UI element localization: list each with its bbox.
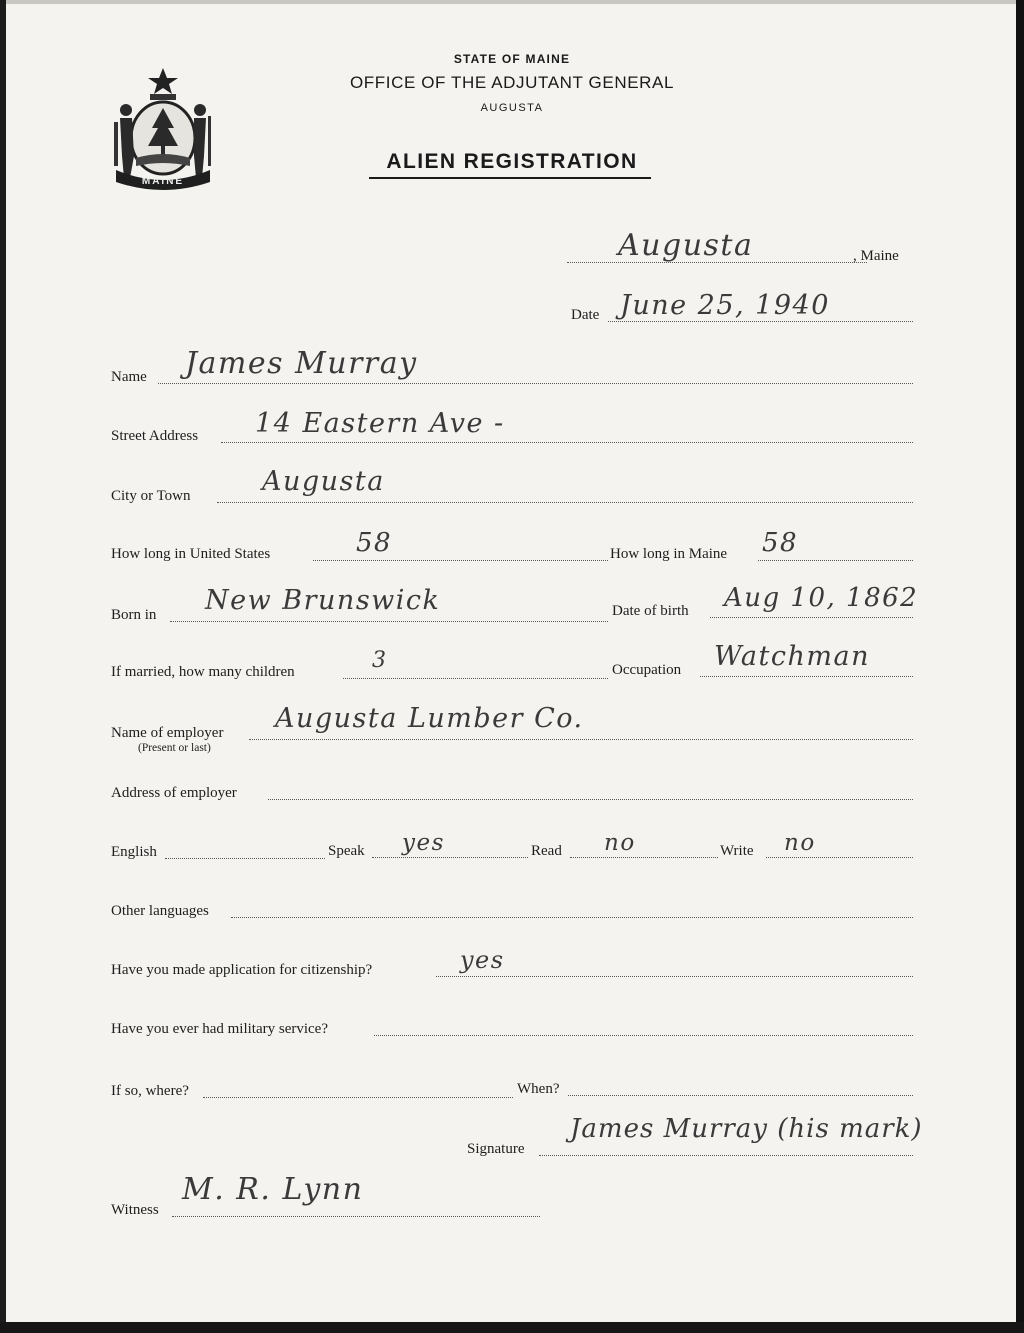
when-line xyxy=(568,1095,913,1096)
read-line xyxy=(570,857,718,858)
witness-line xyxy=(172,1216,540,1217)
state-seal-icon xyxy=(110,66,216,192)
city-heading: AUGUSTA xyxy=(480,102,544,114)
scan-border-left xyxy=(0,0,6,1333)
employer-address-label: Address of employer xyxy=(111,785,237,801)
form-title: ALIEN REGISTRATION xyxy=(386,150,638,173)
citizenship-label: Have you made application for citizenship? xyxy=(111,962,373,978)
witness-label: Witness xyxy=(111,1202,159,1218)
citizenship-line xyxy=(436,976,913,977)
occupation-label: Occupation xyxy=(612,662,682,678)
signature-label: Signature xyxy=(467,1141,525,1157)
street-value[interactable]: 14 Eastern Ave - xyxy=(255,408,505,439)
occupation-line xyxy=(700,676,913,677)
name-label: Name xyxy=(111,369,147,385)
state-heading: STATE OF MAINE xyxy=(453,52,571,66)
date-value[interactable]: June 25, 1940 xyxy=(620,290,830,321)
speak-line xyxy=(372,857,528,858)
name-line xyxy=(158,383,913,384)
us-years-label: How long in United States xyxy=(111,546,271,562)
maine-years-line xyxy=(758,560,913,561)
signature-line xyxy=(539,1155,913,1156)
office-heading: OFFICE OF THE ADJUTANT GENERAL xyxy=(349,73,675,92)
city-label: City or Town xyxy=(111,488,191,504)
date-label: Date xyxy=(571,307,600,323)
employer-label: Name of employer xyxy=(111,725,224,741)
birth-date-line xyxy=(710,617,913,618)
title-underline xyxy=(369,177,651,179)
maine-years-value[interactable]: 58 xyxy=(762,528,799,558)
write-label: Write xyxy=(720,843,754,859)
employer-value[interactable]: Augusta Lumber Co. xyxy=(275,703,584,734)
read-value[interactable]: no xyxy=(604,830,636,856)
speak-value[interactable]: yes xyxy=(402,830,445,856)
write-value[interactable]: no xyxy=(784,830,816,856)
born-in-label: Born in xyxy=(111,607,157,623)
english-label: English xyxy=(111,844,157,860)
children-label: If married, how many children xyxy=(111,664,295,680)
name-value[interactable]: James Murray xyxy=(185,346,418,381)
witness-value[interactable]: M. R. Lynn xyxy=(182,1172,364,1207)
employer-sublabel: (Present or last) xyxy=(138,742,211,754)
other-languages-label: Other languages xyxy=(111,903,209,919)
city-value[interactable]: Augusta xyxy=(262,466,385,497)
born-in-line xyxy=(170,621,608,622)
english-line xyxy=(165,858,325,859)
military-label: Have you ever had military service? xyxy=(111,1021,328,1037)
where-label: If so, where? xyxy=(111,1083,189,1099)
write-line xyxy=(766,857,913,858)
maine-years-label: How long in Maine xyxy=(610,546,728,562)
employer-line xyxy=(249,739,913,740)
street-line xyxy=(221,442,913,443)
scan-border-right xyxy=(1016,0,1024,1333)
employer-address-line xyxy=(268,799,913,800)
citizenship-value[interactable]: yes xyxy=(460,946,505,974)
speak-label: Speak xyxy=(328,843,365,859)
children-value[interactable]: 3 xyxy=(372,648,388,673)
military-line xyxy=(374,1035,913,1036)
scan-border-bottom xyxy=(0,1322,1024,1333)
us-years-line xyxy=(313,560,608,561)
birth-date-label: Date of birth xyxy=(612,603,689,619)
city-line xyxy=(217,502,913,503)
birth-date-value[interactable]: Aug 10, 1862 xyxy=(724,583,919,613)
scan-border-top xyxy=(0,0,1024,4)
born-in-value[interactable]: New Brunswick xyxy=(205,585,441,616)
place-suffix: , Maine xyxy=(853,248,899,264)
other-languages-line xyxy=(231,917,913,918)
street-label: Street Address xyxy=(111,428,199,444)
children-line xyxy=(343,678,608,679)
place-value[interactable]: Augusta xyxy=(618,228,754,263)
when-label: When? xyxy=(517,1081,560,1097)
us-years-value[interactable]: 58 xyxy=(356,528,393,558)
date-line xyxy=(608,321,913,322)
svg-text:MAINE: MAINE xyxy=(141,176,185,187)
where-line xyxy=(203,1097,513,1098)
read-label: Read xyxy=(531,843,562,859)
occupation-value[interactable]: Watchman xyxy=(714,641,870,672)
signature-value[interactable]: James Murray (his mark) xyxy=(570,1114,923,1144)
